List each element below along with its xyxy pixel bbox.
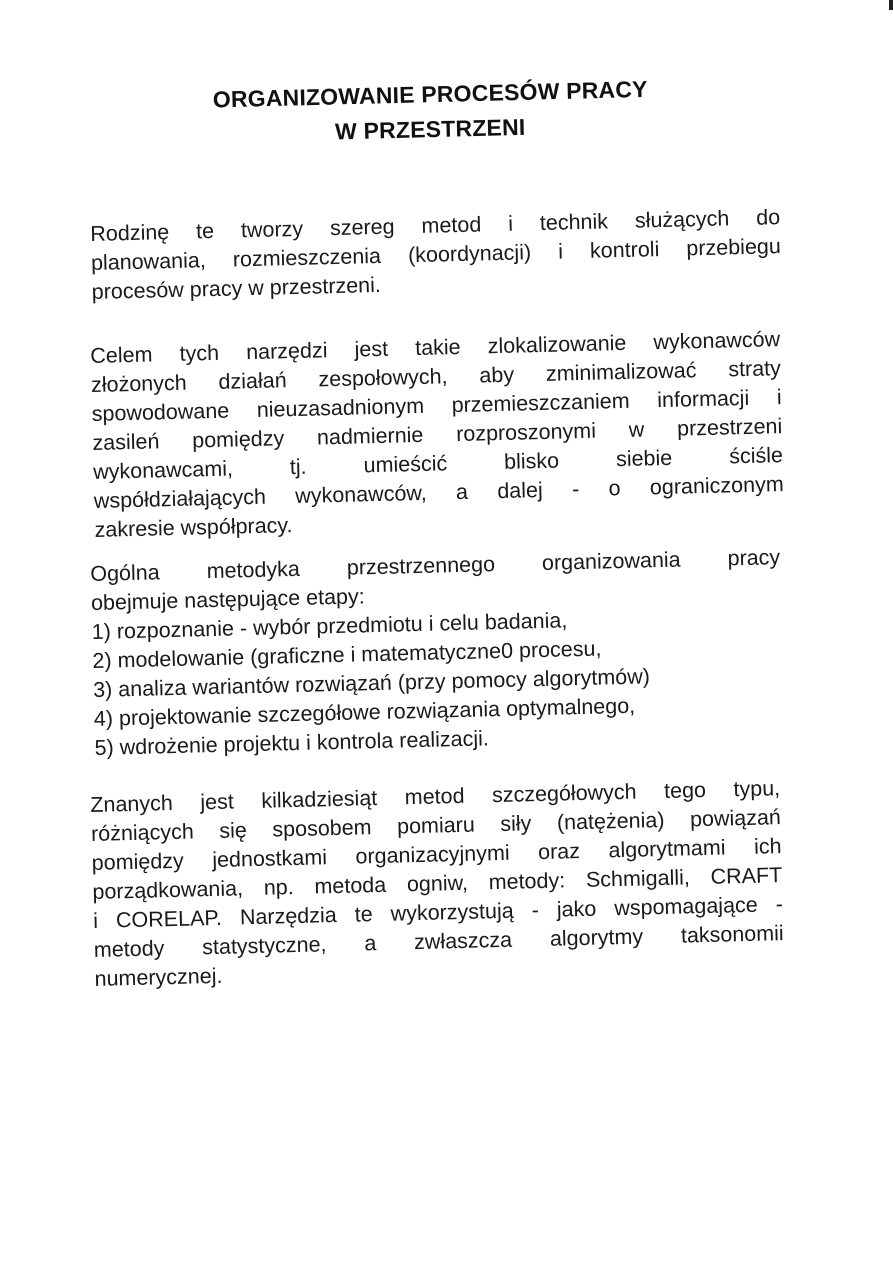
word: wykonawcami,: [92, 456, 234, 484]
word: Narzędzia: [239, 903, 337, 930]
word: te: [354, 902, 373, 927]
word: zwłaszcza: [413, 927, 513, 955]
word: taksonomii: [680, 921, 784, 948]
word: straty: [727, 356, 782, 382]
word: szczegółowych: [491, 779, 637, 808]
list-item-step-5: 5) wdrożenie projektu i kontrola realizacji.: [94, 726, 490, 760]
word: metody:: [488, 868, 566, 895]
word: tj.: [289, 454, 307, 480]
word: pomiędzy: [191, 426, 285, 453]
word: i: [507, 211, 514, 236]
paragraph-line: zakresie współpracy.: [94, 513, 293, 542]
word: się: [219, 818, 248, 843]
word: przestrzeni: [676, 414, 783, 441]
word: organizowania: [541, 547, 681, 575]
word: kilkadziesiąt: [261, 785, 378, 813]
word: ogniw,: [406, 870, 469, 897]
word: jest: [354, 336, 389, 362]
word: pracy: [727, 545, 781, 571]
paragraph-4: [90, 774, 785, 994]
word: CORELAP.: [115, 905, 223, 933]
word: statystyczne,: [201, 932, 327, 960]
word: a: [364, 931, 377, 956]
word: Schmigalli,: [585, 865, 691, 892]
list-item-step-3: 3) analiza wariantów rozwiązań (przy pomocy algorytmów): [92, 664, 651, 702]
word: współdziałających: [93, 484, 267, 513]
word: różniących: [90, 819, 195, 846]
word: powiązań: [689, 805, 782, 832]
word: te: [195, 218, 215, 244]
word: -: [775, 892, 784, 917]
word: Znanych: [90, 790, 174, 817]
word: Ogólna: [90, 560, 160, 586]
word: szereg: [329, 214, 395, 241]
word: (natężenia): [556, 807, 665, 835]
word: wykonawców: [653, 327, 781, 355]
word: dalej: [497, 477, 544, 504]
word: a: [455, 479, 469, 505]
word: sposobem: [272, 815, 372, 842]
word: do: [755, 205, 781, 230]
word: spowodowane: [91, 398, 230, 426]
word: technik: [539, 209, 609, 236]
word: działań: [218, 368, 287, 394]
paragraph-line: procesów pracy w przestrzeni.: [91, 272, 382, 304]
word: ściśle: [728, 443, 784, 469]
word: umieścić: [363, 451, 448, 478]
word: wykonawców,: [294, 480, 427, 509]
page-title-line-2: W PRZESTRZENI: [334, 113, 526, 145]
word: blisko: [503, 448, 560, 474]
word: porządkowania,: [92, 876, 244, 904]
word: w: [628, 417, 645, 442]
paragraph-3: [90, 543, 785, 763]
word: i: [92, 908, 99, 933]
paragraph-line: obejmuje następujące etapy:: [90, 584, 365, 615]
word: informacji: [656, 385, 750, 413]
word: ograniczonym: [649, 472, 784, 500]
word: ich: [753, 834, 782, 859]
paragraph-2: [90, 325, 785, 545]
word: i: [557, 239, 564, 264]
list-item-step-2: 2) modelowanie (graficzne i matematyczne0 procesu,: [92, 636, 602, 673]
word: rozmieszczenia: [232, 243, 382, 272]
word: CRAFT: [710, 863, 783, 889]
word: algorytmami: [608, 835, 726, 863]
scan-edge-mark: [889, 0, 893, 10]
word: siły: [500, 811, 532, 836]
paragraph-line: numerycznej.: [94, 963, 223, 991]
word: wykorzystują: [390, 898, 514, 926]
word: tworzy: [240, 216, 304, 243]
word: jest: [200, 789, 235, 815]
word: metodyka: [206, 556, 301, 584]
word: organizacyjnymi: [355, 840, 510, 869]
word: narzędzi: [245, 338, 328, 365]
word: złożonych: [90, 370, 187, 397]
word: aby: [479, 362, 515, 388]
word: takie: [414, 334, 461, 361]
word: metoda: [314, 872, 387, 899]
word: pomiaru: [396, 812, 476, 839]
word: -: [571, 477, 580, 502]
word: tego: [663, 777, 707, 803]
list-item-step-1: 1) rozpoznanie - wybór przedmiotu i celu badania,: [91, 608, 568, 644]
word: służących: [634, 206, 730, 233]
word: (koordynacji): [407, 240, 532, 268]
word: zlokalizowanie: [487, 330, 627, 359]
word: przemieszczaniem: [451, 388, 630, 418]
word: rozproszonymi: [455, 418, 597, 447]
word: i: [776, 385, 782, 410]
word: metod: [404, 783, 465, 810]
word: nadmiernie: [316, 422, 424, 450]
word: kontroli: [589, 237, 660, 263]
word: -: [531, 898, 540, 923]
word: metod: [421, 212, 482, 238]
list-item-step-4: 4) projektowanie szczegółowe rozwiązania optymalnego,: [93, 693, 636, 731]
word: zasileń: [92, 429, 160, 455]
word: pomiędzy: [91, 848, 185, 875]
word: np.: [263, 875, 294, 900]
word: planowania,: [90, 248, 207, 275]
word: przebiegu: [686, 234, 782, 261]
word: typu,: [733, 776, 781, 802]
word: oraz: [537, 839, 581, 865]
word: Celem: [90, 342, 153, 368]
paragraph-1: [90, 203, 782, 307]
word: metody: [93, 936, 165, 962]
word: jako: [556, 896, 597, 922]
word: przestrzennego: [346, 552, 496, 580]
word: o: [608, 476, 621, 501]
word: siebie: [615, 445, 673, 472]
word: zminimalizować: [545, 358, 697, 386]
word: tych: [179, 340, 220, 366]
page-title-line-1: ORGANIZOWANIE PROCESÓW PRACY: [212, 75, 648, 113]
word: Rodzinę: [90, 220, 170, 246]
word: wspomagające: [614, 892, 758, 921]
word: zespołowych,: [318, 364, 448, 392]
word: nieuzasadnionym: [256, 393, 425, 422]
word: jednostkami: [211, 845, 328, 873]
word: algorytmy: [549, 924, 644, 951]
